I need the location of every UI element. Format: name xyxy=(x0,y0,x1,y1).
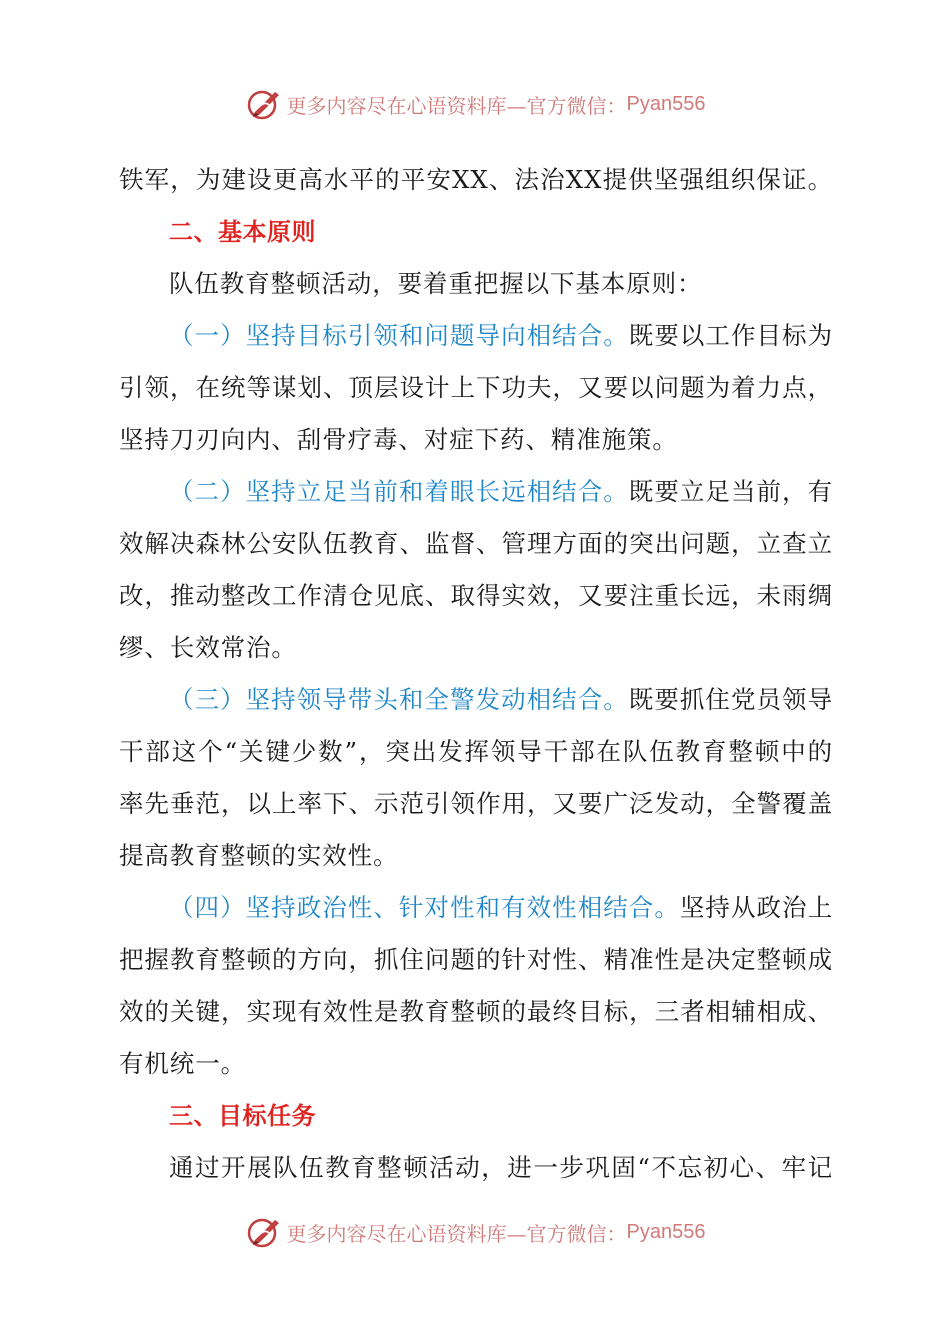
watermark-wechat-id: Pyan556 xyxy=(626,92,706,115)
watermark-wechat-id: Pyan556 xyxy=(626,1220,706,1243)
paragraph-line: 有机统一。 xyxy=(119,1049,246,1078)
principle-1-text: 既要以工作目标为 xyxy=(628,321,833,350)
watermark-text: 更多内容尽在心语资料库—官方微信： xyxy=(286,1221,627,1246)
paragraph-line: 缪、长效常治。 xyxy=(119,633,297,662)
principle-3-title: （三）坚持领导带头和全警发动相结合。 xyxy=(169,685,629,714)
principle-3-first-line xyxy=(119,674,833,726)
principle-2-title: （二）坚持立足当前和着眼长远相结合。 xyxy=(169,477,629,506)
section-heading-principles: 二、基本原则 xyxy=(169,218,316,246)
paragraph-line: 效解决森林公安队伍教育、监督、管理方面的突出问题，立查立 xyxy=(119,529,833,558)
paragraph-line: 改，推动整改工作清仓见底、取得实效，又要注重长远，未雨绸 xyxy=(119,581,833,610)
watermark-banner-top xyxy=(0,84,950,124)
paragraph-line: 干部这个“关键少数”，突出发挥领导干部在队伍教育整顿中的 xyxy=(119,737,833,766)
document-body xyxy=(119,154,833,1194)
pen-logo-icon xyxy=(245,86,285,122)
principle-4-first-line xyxy=(119,882,833,934)
paragraph-line: 引领，在统等谋划、顶层设计上下功夫，又要以问题为着力点， xyxy=(119,373,833,402)
principle-4-text: 坚持从政治上 xyxy=(679,893,833,922)
paragraph-line: 队伍教育整顿活动，要着重把握以下基本原则： xyxy=(169,269,703,298)
principle-1-first-line xyxy=(119,310,833,362)
paragraph-line: 通过开展队伍教育整顿活动，进一步巩固“不忘初心、牢记 xyxy=(169,1153,833,1182)
paragraph-line: 提高教育整顿的实效性。 xyxy=(119,841,399,870)
paragraph-line: 坚持刀刃向内、刮骨疗毒、对症下药、精准施策。 xyxy=(119,425,678,454)
principle-2-text: 既要立足当前，有 xyxy=(628,477,833,506)
paragraph-line: 铁军，为建设更高水平的平安XX、法治XX提供坚强组织保证。 xyxy=(119,165,833,194)
paragraph-line: 率先垂范，以上率下、示范引领作用，又要广泛发动，全警覆盖 xyxy=(119,789,833,818)
paragraph-line: 效的关键，实现有效性是教育整顿的最终目标，三者相辅相成、 xyxy=(119,997,833,1026)
principle-3-text: 既要抓住党员领导 xyxy=(628,685,833,714)
watermark-banner-bottom xyxy=(0,1212,950,1252)
principle-4-title: （四）坚持政治性、针对性和有效性相结合。 xyxy=(169,893,680,922)
watermark-text: 更多内容尽在心语资料库—官方微信： xyxy=(286,93,627,118)
principle-2-first-line xyxy=(119,466,833,518)
pen-logo-icon xyxy=(245,1214,285,1250)
principle-1-title: （一）坚持目标引领和问题导向相结合。 xyxy=(169,321,629,350)
section-heading-targets: 三、目标任务 xyxy=(169,1102,316,1130)
paragraph-line: 把握教育整顿的方向，抓住问题的针对性、精准性是决定整顿成 xyxy=(119,945,833,974)
